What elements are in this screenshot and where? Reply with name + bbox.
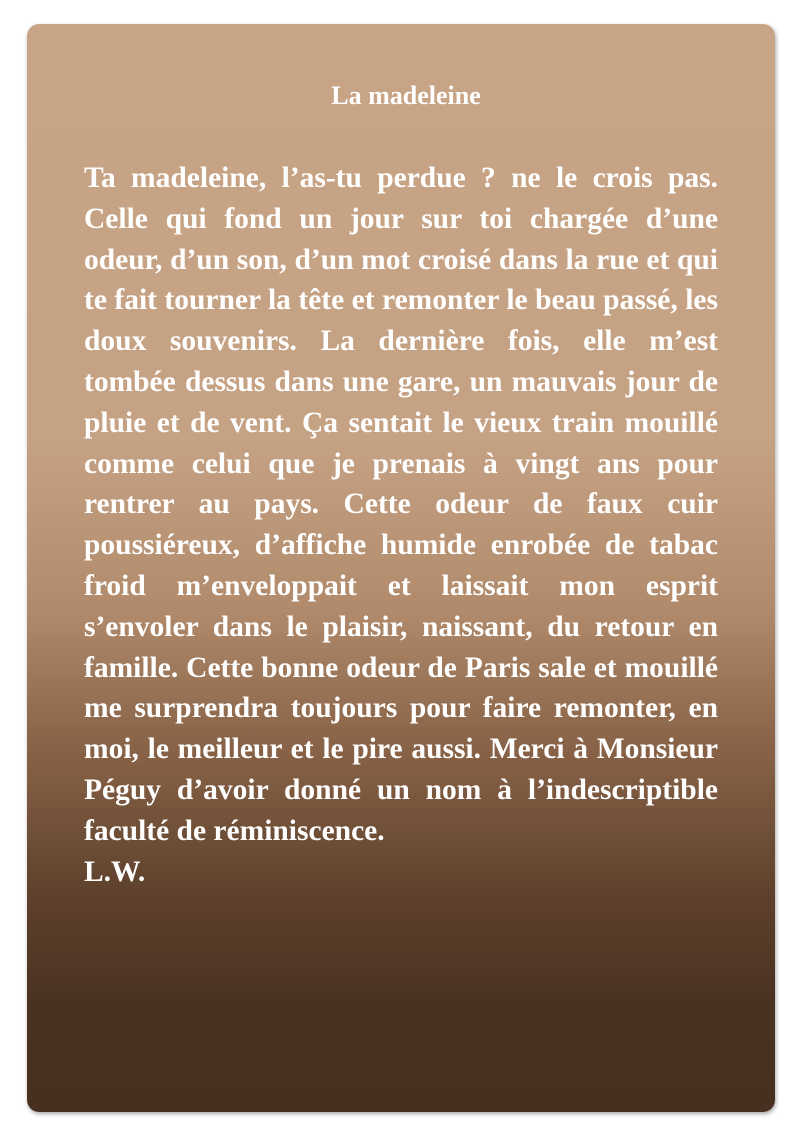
text-card (27, 24, 775, 1112)
signature: L.W. (84, 855, 146, 888)
page-title: La madeleine (331, 81, 481, 110)
body-text: Ta madeleine, l’as-tu perdue ? ne le crois pas. Celle qui fond un jour sur toi chargée d’une odeur, d’un son, d’un mot croisé dans la rue et qui te fait tourner la tête et remonter le beau passé, les doux souvenirs. La dernière fois, elle m’est tombée dessus dans une gare, un mauvais jour de pluie et de vent. Ça sentait le vieux train mouillé comme celui que je prenais à vingt ans pour rentrer au pays. Cette odeur de faux cuir poussiéreux, d’affiche humide enrobée de tabac froid m’enveloppait et laissait mon esprit s’envoler dans le plaisir, naissant, du retour en famille. Cette bonne odeur de Paris sale et mouillé me surprendra toujours pour faire remonter, en moi, le meilleur et le pire aussi. Merci à Monsieur Péguy d’avoir donné un nom à l’indescriptible faculté de réminiscence. (84, 162, 718, 847)
